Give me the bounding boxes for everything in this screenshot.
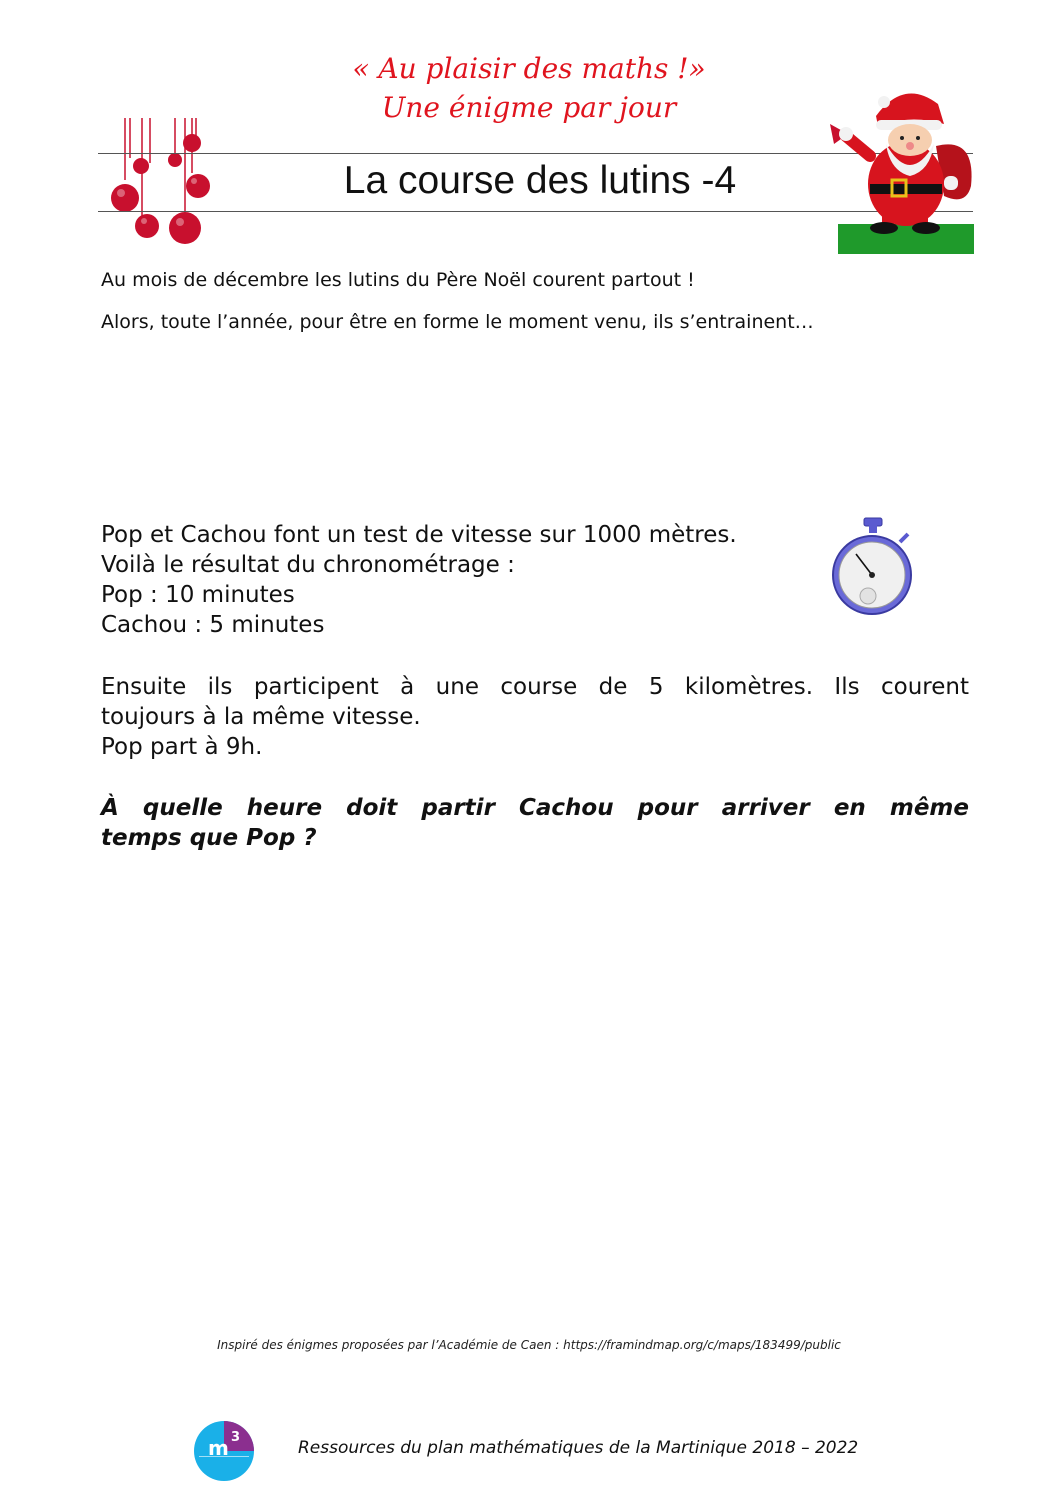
- problem-line-3: Pop : 10 minutes: [101, 582, 295, 608]
- stopwatch-icon: [828, 512, 918, 620]
- tagline-line-2: Une énigme par jour: [381, 91, 677, 124]
- christmas-ornaments-icon: [100, 118, 220, 248]
- source-credit: Inspiré des énigmes proposées par l’Académie de Caen : https://framindmap.org/c/maps/183499/public: [217, 1338, 841, 1352]
- question-line-2: temps que Pop ?: [101, 825, 317, 851]
- m3-logo-letter: m: [208, 1436, 229, 1460]
- intro-line-1: Au mois de décembre les lutins du Père Noël courent partout !: [101, 269, 695, 291]
- tagline-line-1: « Au plaisir des maths !»: [352, 52, 706, 85]
- problem-line-1: Pop et Cachou font un test de vitesse sur 1000 mètres.: [101, 522, 737, 548]
- problem-line-2: Voilà le résultat du chronométrage :: [101, 552, 515, 578]
- problem-paragraph-2-line-1: Ensuite ils participent à une course de 5 kilomètres. Ils courent: [101, 674, 969, 700]
- santa-claus-icon: [826, 76, 976, 256]
- problem-paragraph-2-line-2: toujours à la même vitesse.: [101, 704, 421, 730]
- page-title: La course des lutins -4: [343, 159, 737, 202]
- question-line-1: À quelle heure doit partir Cachou pour arriver en même: [101, 795, 969, 821]
- intro-line-2: Alors, toute l’année, pour être en forme le moment venu, ils s’entrainent…: [101, 311, 814, 333]
- m3-logo-exponent: 3: [231, 1430, 241, 1445]
- problem-line-4: Cachou : 5 minutes: [101, 612, 325, 638]
- problem-paragraph-2-line-3: Pop part à 9h.: [101, 734, 263, 760]
- m3-logo: [191, 1420, 257, 1482]
- footer-resources: Ressources du plan mathématiques de la Martinique 2018 – 2022: [298, 1438, 859, 1458]
